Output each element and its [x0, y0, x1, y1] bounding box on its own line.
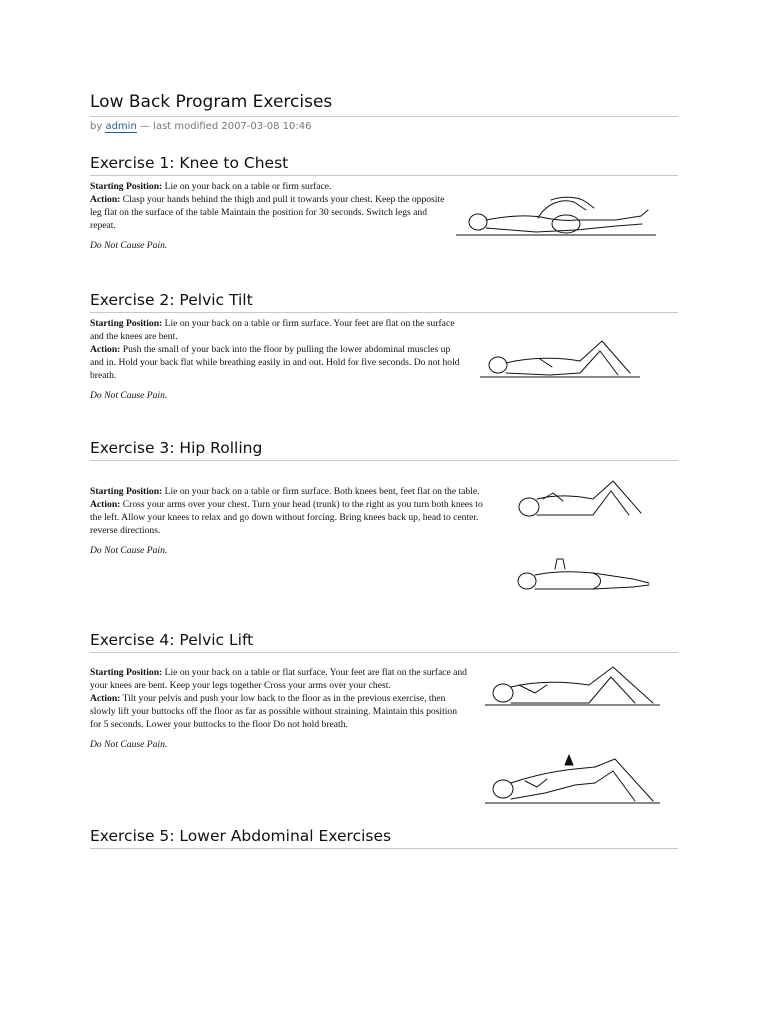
pelvic-lift-figure-start — [485, 663, 660, 711]
byline — [90, 120, 678, 134]
exercise-2-text — [90, 317, 465, 402]
exercise-3-section — [90, 437, 678, 556]
hip-rolling-figure-knees-up — [513, 477, 653, 523]
document — [90, 90, 678, 134]
exercise-2-warning: Do Not Cause Pain. — [90, 390, 168, 401]
exercise-3-text — [90, 485, 495, 557]
byline-prefix: by — [90, 121, 103, 132]
exercise-5-title: Exercise 5: Lower Abdominal Exercises — [90, 825, 678, 849]
exercise-4-starting-text: Lie on your back on a table or flat surface. Your feet are flat on the surface and your knees are bent. Keep your legs together Cross your arms over your chest. — [90, 667, 467, 691]
starting-position-label: Starting Position: — [90, 181, 163, 192]
page-title: Low Back Program Exercises — [90, 90, 678, 117]
action-label: Action: — [90, 344, 121, 355]
starting-position-label: Starting Position: — [90, 318, 163, 329]
pelvic-tilt-figure — [480, 337, 640, 382]
exercise-3-starting-text: Lie on your back on a table or firm surface. Both knees bent, feet flat on the table. — [162, 486, 480, 497]
exercise-1-starting-text: Lie on your back on a table or firm surface. — [162, 181, 332, 192]
exercise-1-title: Exercise 1: Knee to Chest — [90, 152, 678, 176]
exercise-5-section — [90, 825, 678, 849]
action-label: Action: — [90, 194, 121, 205]
action-label: Action: — [90, 693, 121, 704]
exercise-1-action-text: Clasp your hands behind the thigh and pull it towards your chest. Keep the opposite leg flat on the surface of the table Maintain the position for 30 seconds. Switch legs and repeat. — [90, 194, 445, 231]
exercise-1-warning: Do Not Cause Pain. — [90, 240, 168, 251]
exercise-4-title: Exercise 4: Pelvic Lift — [90, 629, 678, 653]
exercise-2-action-text: Push the small of your back into the floor by pulling the lower abdominal muscles up and in. Hold your back flat while breathing easily in and out. Hold for five seconds. Do not hold breath. — [90, 344, 460, 381]
hip-rolling-figure-knees-side — [513, 551, 653, 597]
author-link[interactable]: admin — [105, 121, 137, 132]
exercise-2-section — [90, 289, 678, 401]
starting-position-label: Starting Position: — [90, 667, 163, 678]
exercise-3-warning: Do Not Cause Pain. — [90, 545, 168, 556]
exercise-1-text — [90, 180, 450, 252]
exercise-3-title: Exercise 3: Hip Rolling — [90, 437, 678, 461]
byline-modified: — last modified 2007-03-08 10:46 — [139, 121, 312, 132]
exercise-2-title: Exercise 2: Pelvic Tilt — [90, 289, 678, 313]
pelvic-lift-figure-lifted — [485, 753, 660, 807]
action-label: Action: — [90, 499, 121, 510]
exercise-1-section — [90, 152, 678, 251]
exercise-4-action-text: Tilt your pelvis and push your low back to the floor as in the previous exercise, then slowly lift your buttocks off the floor as far as possible without straining. Maintain this position for 5 seconds. Lower your buttocks to the floor Do not hold breath. — [90, 693, 458, 730]
knee-to-chest-figure — [456, 190, 656, 240]
exercise-2-starting-text: Lie on your back on a table or firm surface. Your feet are flat on the surface and the knees are bent. — [90, 318, 455, 342]
exercise-4-text — [90, 666, 468, 751]
exercise-3-action-text: Cross your arms over your chest. Turn your head (trunk) to the right as you turn both knees to the left. Allow your knees to relax and go down without forcing. Bring knees back up, head to center. reverse directions. — [90, 499, 483, 536]
exercise-4-warning: Do Not Cause Pain. — [90, 739, 168, 750]
starting-position-label: Starting Position: — [90, 486, 163, 497]
exercise-4-section — [90, 629, 678, 750]
